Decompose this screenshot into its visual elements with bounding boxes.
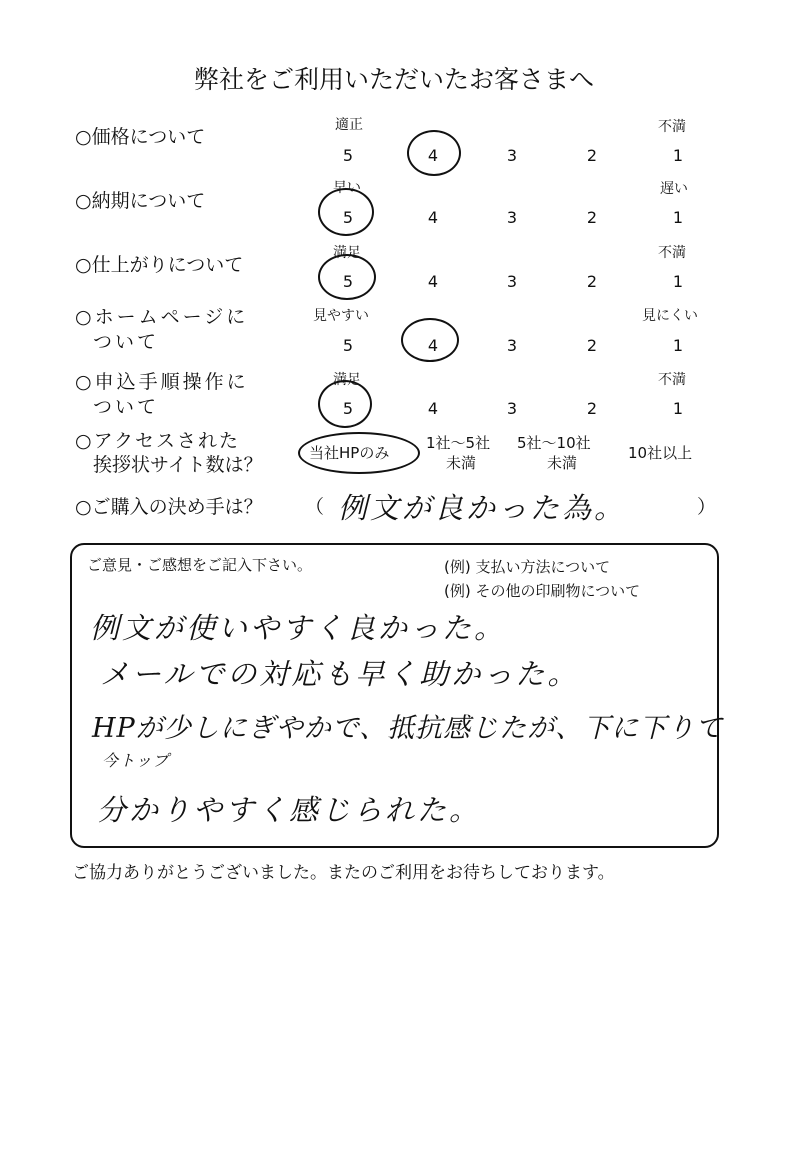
question-label: ○仕上がりについて — [75, 254, 244, 276]
left-anchor: 早い — [333, 180, 361, 196]
scale-option-5[interactable]: 5 — [342, 272, 354, 291]
access-option-1-5-suffix: 未満 — [446, 454, 477, 472]
question-label-line1: ○アクセスされた — [75, 430, 241, 452]
scale-option-5[interactable]: 5 — [342, 146, 354, 165]
question-label-line2: ついて — [93, 331, 160, 353]
handwritten-comment-note: 今トップ — [102, 751, 170, 770]
handwritten-comment-line: 分かりやすく感じられた。 — [97, 793, 482, 827]
scale-option-2[interactable]: 2 — [586, 146, 598, 165]
handwritten-comment-line: 例文が使いやすく良かった。 — [90, 611, 507, 645]
scale-option-3[interactable]: 3 — [506, 336, 518, 355]
left-anchor: 満足 — [333, 372, 361, 388]
scale-option-1[interactable]: 1 — [672, 208, 684, 227]
right-anchor: 不満 — [658, 245, 686, 261]
access-option-10-plus[interactable]: 10社以上 — [628, 444, 693, 462]
scale-option-4[interactable]: 4 — [427, 399, 439, 418]
selection-circle — [318, 380, 372, 428]
selection-circle — [298, 432, 420, 474]
comment-example-payment: (例) 支払い方法について — [444, 558, 611, 576]
scale-option-3[interactable]: 3 — [506, 272, 518, 291]
scale-option-3[interactable]: 3 — [506, 399, 518, 418]
right-anchor: 見にくい — [642, 308, 698, 324]
scale-option-4[interactable]: 4 — [427, 208, 439, 227]
scale-option-5[interactable]: 5 — [342, 208, 354, 227]
scale-option-2[interactable]: 2 — [586, 399, 598, 418]
scale-option-5[interactable]: 5 — [342, 336, 354, 355]
question-label-line2: 挨拶状サイト数は？ — [93, 454, 263, 476]
close-paren: ） — [697, 496, 717, 518]
question-label-line1: ○申込手順操作に — [75, 371, 249, 393]
scale-option-4[interactable]: 4 — [427, 336, 439, 355]
thank-you-footer: ご協力ありがとうございました。またのご利用をお待ちしております。 — [72, 863, 615, 883]
question-label: ○価格について — [75, 126, 206, 148]
survey-title: 弊社をご利用いただいたお客さまへ — [193, 65, 594, 94]
open-paren: （ — [305, 496, 325, 518]
scale-option-5[interactable]: 5 — [342, 399, 354, 418]
scale-option-3[interactable]: 3 — [506, 146, 518, 165]
purchase-answer: 例文が良かった為。 — [338, 491, 627, 525]
scale-option-4[interactable]: 4 — [427, 146, 439, 165]
access-option-5-10-suffix: 未満 — [547, 454, 578, 472]
access-option-own-site[interactable]: 当社HPのみ — [309, 444, 390, 462]
comment-prompt: ご意見・ご感想をご記入下さい。 — [87, 556, 313, 574]
handwritten-comment-line: メールでの対応も早く助かった。 — [100, 657, 580, 691]
scale-option-2[interactable]: 2 — [586, 208, 598, 227]
selection-circle — [407, 130, 461, 176]
scale-option-1[interactable]: 1 — [672, 146, 684, 165]
access-option-5-10[interactable]: 5社～10社 — [517, 434, 591, 452]
selection-circle — [318, 188, 374, 236]
left-anchor: 満足 — [333, 245, 361, 261]
question-label: ○ご購入の決め手は？ — [75, 496, 263, 518]
question-label: ○納期について — [75, 190, 206, 212]
comment-example-printing: (例) その他の印刷物について — [444, 582, 641, 600]
right-anchor: 不満 — [658, 372, 686, 388]
scale-option-1[interactable]: 1 — [672, 272, 684, 291]
question-label-line2: ついて — [93, 396, 160, 418]
scale-option-4[interactable]: 4 — [427, 272, 439, 291]
scale-option-2[interactable]: 2 — [586, 336, 598, 355]
scale-option-3[interactable]: 3 — [506, 208, 518, 227]
access-option-1-5[interactable]: 1社～5社 — [426, 434, 491, 452]
scale-option-1[interactable]: 1 — [672, 336, 684, 355]
scale-option-1[interactable]: 1 — [672, 399, 684, 418]
handwritten-comment-line: HPが少しにぎやかで、抵抗感じたが、下に下りて — [92, 713, 724, 744]
right-anchor: 遅い — [660, 181, 688, 197]
selection-circle — [318, 254, 376, 300]
left-anchor: 適正 — [335, 117, 363, 133]
right-anchor: 不満 — [658, 119, 686, 135]
left-anchor: 見やすい — [313, 308, 369, 324]
selection-circle — [401, 318, 459, 362]
question-label-line1: ○ホームページに — [75, 306, 249, 328]
scale-option-2[interactable]: 2 — [586, 272, 598, 291]
